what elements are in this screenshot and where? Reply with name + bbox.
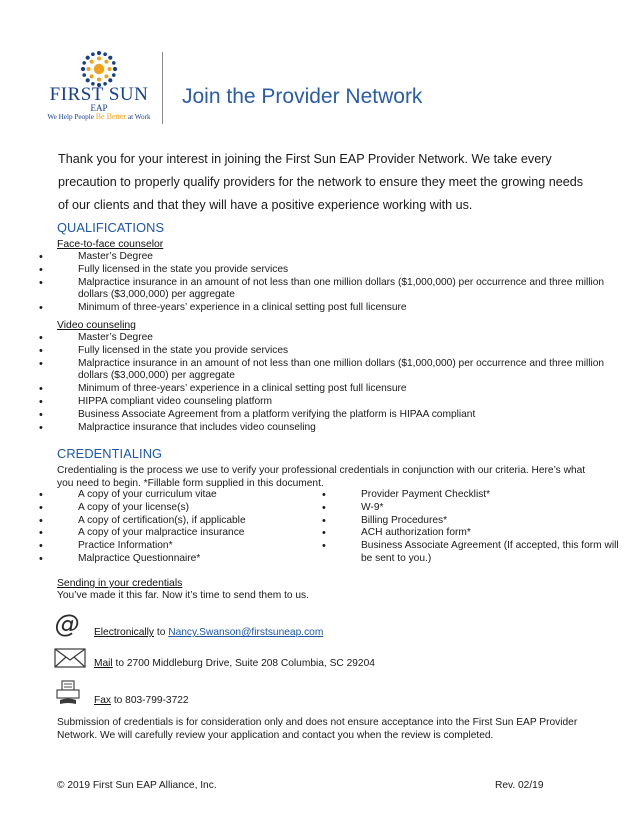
- list-item: • Practice Information*: [57, 540, 317, 553]
- list-item: • HIPPA compliant video counseling platform: [57, 396, 625, 409]
- list-item: • Malpractice insurance in an amount of not less than one million dollars ($1,000,000) per occurrence and three million dollars ($3,000,000) per aggregate: [57, 358, 625, 384]
- tagline-highlight: Be Better: [95, 112, 127, 121]
- fax-machine-icon: [56, 680, 80, 706]
- list-item: • ACH authorization form*: [340, 527, 625, 540]
- qualifications-heading: QUALIFICATIONS: [57, 220, 165, 235]
- list-item: • Fully licensed in the state you provide services: [57, 264, 625, 277]
- intro-paragraph: Thank you for your interest in joining the First Sun EAP Provider Network. We take every precaution to properly qualify providers for the network to ensure they meet the growing needs of our clients and that they will have a positive experience working with us.: [58, 152, 584, 212]
- logo-sub: EAP: [90, 103, 108, 113]
- page-title: Join the Provider Network: [182, 85, 423, 108]
- electronic-label: Electronically: [94, 627, 155, 638]
- list-item: • A copy of your malpractice insurance: [57, 527, 317, 540]
- logo-name: FIRST SUN: [49, 84, 149, 105]
- list-item: • Minimum of three-years’ experience in a clinical setting post full licensure: [57, 302, 625, 315]
- list-item: • Billing Procedures*: [340, 515, 625, 528]
- list-item: • Business Associate Agreement from a platform verifying the platform is HIPAA compliant: [57, 409, 625, 422]
- mail-contact: [94, 658, 375, 669]
- electronic-contact: [94, 627, 323, 638]
- credentials-list-right: [319, 489, 625, 566]
- face-to-face-list: [36, 251, 625, 315]
- mail-label: Mail: [94, 658, 113, 669]
- list-item: • Master’s Degree: [57, 332, 625, 345]
- list-item: • A copy of your license(s): [57, 502, 317, 515]
- list-item: • Business Associate Agreement (If accepted, this form will be sent to you.): [340, 540, 625, 566]
- envelope-icon: [54, 648, 86, 668]
- tagline-a: We Help People: [47, 113, 94, 121]
- sending-title: Sending in your credentials: [57, 578, 183, 589]
- mail-address: to 2700 Middleburg Drive, Suite 208 Columbia, SC 29204: [115, 658, 375, 669]
- submission-note: Submission of credentials is for consideration only and does not ensure acceptance into the First Sun EAP Provider Network. We will carefully review your application and contact you when the review is completed.: [57, 717, 578, 741]
- svg-text:@: @: [54, 611, 80, 637]
- list-item: • Malpractice Questionnaire*: [57, 553, 317, 566]
- sun-logo-icon: [80, 50, 118, 88]
- list-item: • Master’s Degree: [57, 251, 625, 264]
- list-item: • A copy of certification(s), if applicable: [57, 515, 317, 528]
- fax-label: Fax: [94, 695, 111, 706]
- logo-tagline: [40, 112, 158, 121]
- sending-description: You’ve made it this far. Now it’s time to send them to us.: [57, 590, 309, 601]
- header-divider: [162, 52, 163, 124]
- credentialing-heading: CREDENTIALING: [57, 446, 163, 461]
- video-title: Video counseling: [57, 320, 136, 331]
- fax-number: to 803-799-3722: [113, 695, 189, 706]
- at-sign-icon: [54, 611, 80, 637]
- video-list: [36, 332, 625, 434]
- face-to-face-title: Face-to-face counselor: [57, 239, 164, 250]
- list-item: • Provider Payment Checklist*: [340, 489, 625, 502]
- electronic-connector: to: [156, 627, 166, 638]
- list-item: • Fully licensed in the state you provide services: [57, 345, 625, 358]
- email-link[interactable]: Nancy.Swanson@firstsuneap.com: [168, 627, 324, 638]
- list-item: • A copy of your curriculum vitae: [57, 489, 317, 502]
- company-logo: [40, 50, 158, 124]
- revision-date: Rev. 02/19: [495, 780, 544, 791]
- list-item: • W-9*: [340, 502, 625, 515]
- list-item: • Malpractice insurance that includes video counseling: [57, 422, 625, 435]
- list-item: • Malpractice insurance in an amount of not less than one million dollars ($1,000,000) per occurrence and three million dollars ($3,000,000) per aggregate: [57, 277, 625, 303]
- copyright: © 2019 First Sun EAP Alliance, Inc.: [57, 780, 217, 791]
- tagline-c: at Work: [127, 113, 151, 121]
- fax-contact: [94, 695, 189, 706]
- list-item: • Minimum of three-years’ experience in a clinical setting post full licensure: [57, 383, 625, 396]
- credentialing-description: Credentialing is the process we use to verify your professional credentials in conjunction with our criteria. Here’s what you need to begin. *Fillable form supplied in this document.: [57, 465, 586, 489]
- credentials-list-left: [36, 489, 317, 566]
